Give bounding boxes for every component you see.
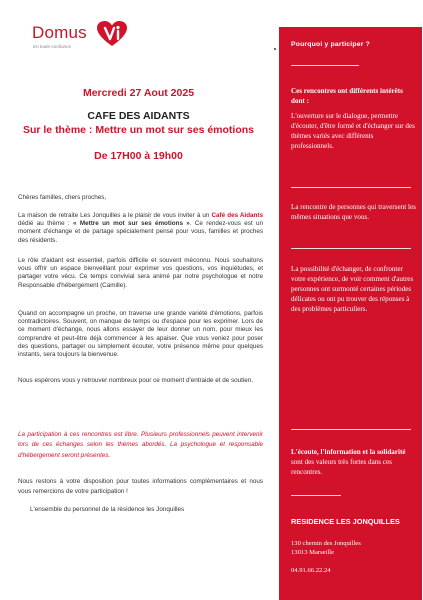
sidebar-point-dialogue: L'ouverture sur le dialogue, permettre d'écouter, d'être formé et d'échanger sur des thèmes variés avec différents professionnels. [291,112,415,150]
invite-text-1: La maison de retraite Les Jonquilles a le plaisir de vous inviter à un [18,212,212,219]
letter-paragraph-role: Le rôle d'aidant est essentiel, parfois difficile et souvent méconnu. Nous souhaitons vous offrir un espace bienveillant pour exprimer vos questions, vos inquiétudes, et partager votre vécu. Ce temps convivial sera animé par notre psychologue et notre Responsable d'hébergement (Camille). [18,257,263,289]
decorative-dot [274,48,276,50]
letter-paragraph-availability: Nous restons à votre disposition pour toutes informations complémentaires et nous vous remercions de votre participation ! [18,478,263,496]
residence-address [291,540,361,557]
letter-paragraph-invitation [18,212,263,245]
values-text: sont des valeurs très fortes dans ces rencontres. [291,457,392,476]
logo-tagline: En toute confiance [33,44,72,49]
event-time: De 17H00 à 19h00 [94,150,183,162]
residence-name: RESIDENCE LES JONQUILLES [291,517,400,526]
event-theme: Sur le thème : Mettre un mot sur ses émotions [22,124,255,136]
letter-signature: L'ensemble du personnel de la résidence les Jonquilles [30,506,185,513]
event-date: Mercredi 27 Aout 2025 [82,87,195,99]
values-highlight: L'écoute, l'information et la solidarité [291,448,406,456]
domusvi-logo [32,20,142,56]
letter-paragraph-hope: Nous espérons vous y retrouver nombreux pour ce moment d'entraide et de soutien. [18,377,254,384]
sidebar-divider [291,187,411,188]
event-title: CAFE DES AIDANTS [87,110,190,122]
sidebar-divider [291,429,411,430]
letter-paragraph-emotions: Quand on accompagne un proche, on traverse une grande variété d'émotions, parfois contradictoires. Souvent, on manque de temps ou d'espace pour les exprimer. Lors de ce moment d'échange, nous allons essayer de leur donner un nom, pour mieux les comprendre et peut-être déjà commencer à les apaiser. Que vous veniez pour poser des questions, partager ou simplement écouter, votre présence même pour quelques instants, sera toujours la bienvenue. [18,310,263,359]
sidebar-point-values [291,448,416,478]
sidebar-point-exchange: La possibilité d'échanger, de confronter votre expérience, de voir comment d'autres personnes ont surmonté certaines périodes délicates ou ont pu trouver des réponses à des problèmes particuliers. [291,265,414,313]
invite-text-3: . Ce rendez-vous est un moment d'échange et de partage spécialement pensé pour vous, familles et proches des résidents. [18,220,263,244]
invite-text-2: dédié au thème : [18,220,74,228]
sidebar-heading: Pourquoi y participer ? [291,41,370,48]
sidebar-panel [279,27,422,600]
cafe-des-aidants-highlight: Café des Aidants [211,212,263,219]
sidebar-divider [291,65,359,66]
address-street: 130 chemin des Jonquilles [291,540,361,547]
address-city: 13013 Marseille [291,548,335,556]
theme-quote: « Mettre un mot sur ses émotions » [73,220,190,228]
sidebar-intro: Ces rencontres ont différents intérêts dont : [291,87,403,105]
letter-paragraph-participation: La participation à ces rencontres est libre. Plusieurs professionnels peuvent intervenir lors de ces échanges selon les thèmes abordés. La psychologue et responsable d'hébergement seront présentes. [18,431,263,459]
sidebar-point-meeting: La rencontre de personnes qui traversent les mêmes situations que vous. [291,203,416,221]
residence-phone: 04.91.66.22.24 [291,567,331,574]
sidebar-divider [291,495,341,496]
logo-wordmark: Domus [32,23,87,42]
letter-greeting: Chères familles, chers proches, [18,194,107,201]
heart-logo-icon [96,20,128,48]
sidebar-divider [291,248,411,249]
